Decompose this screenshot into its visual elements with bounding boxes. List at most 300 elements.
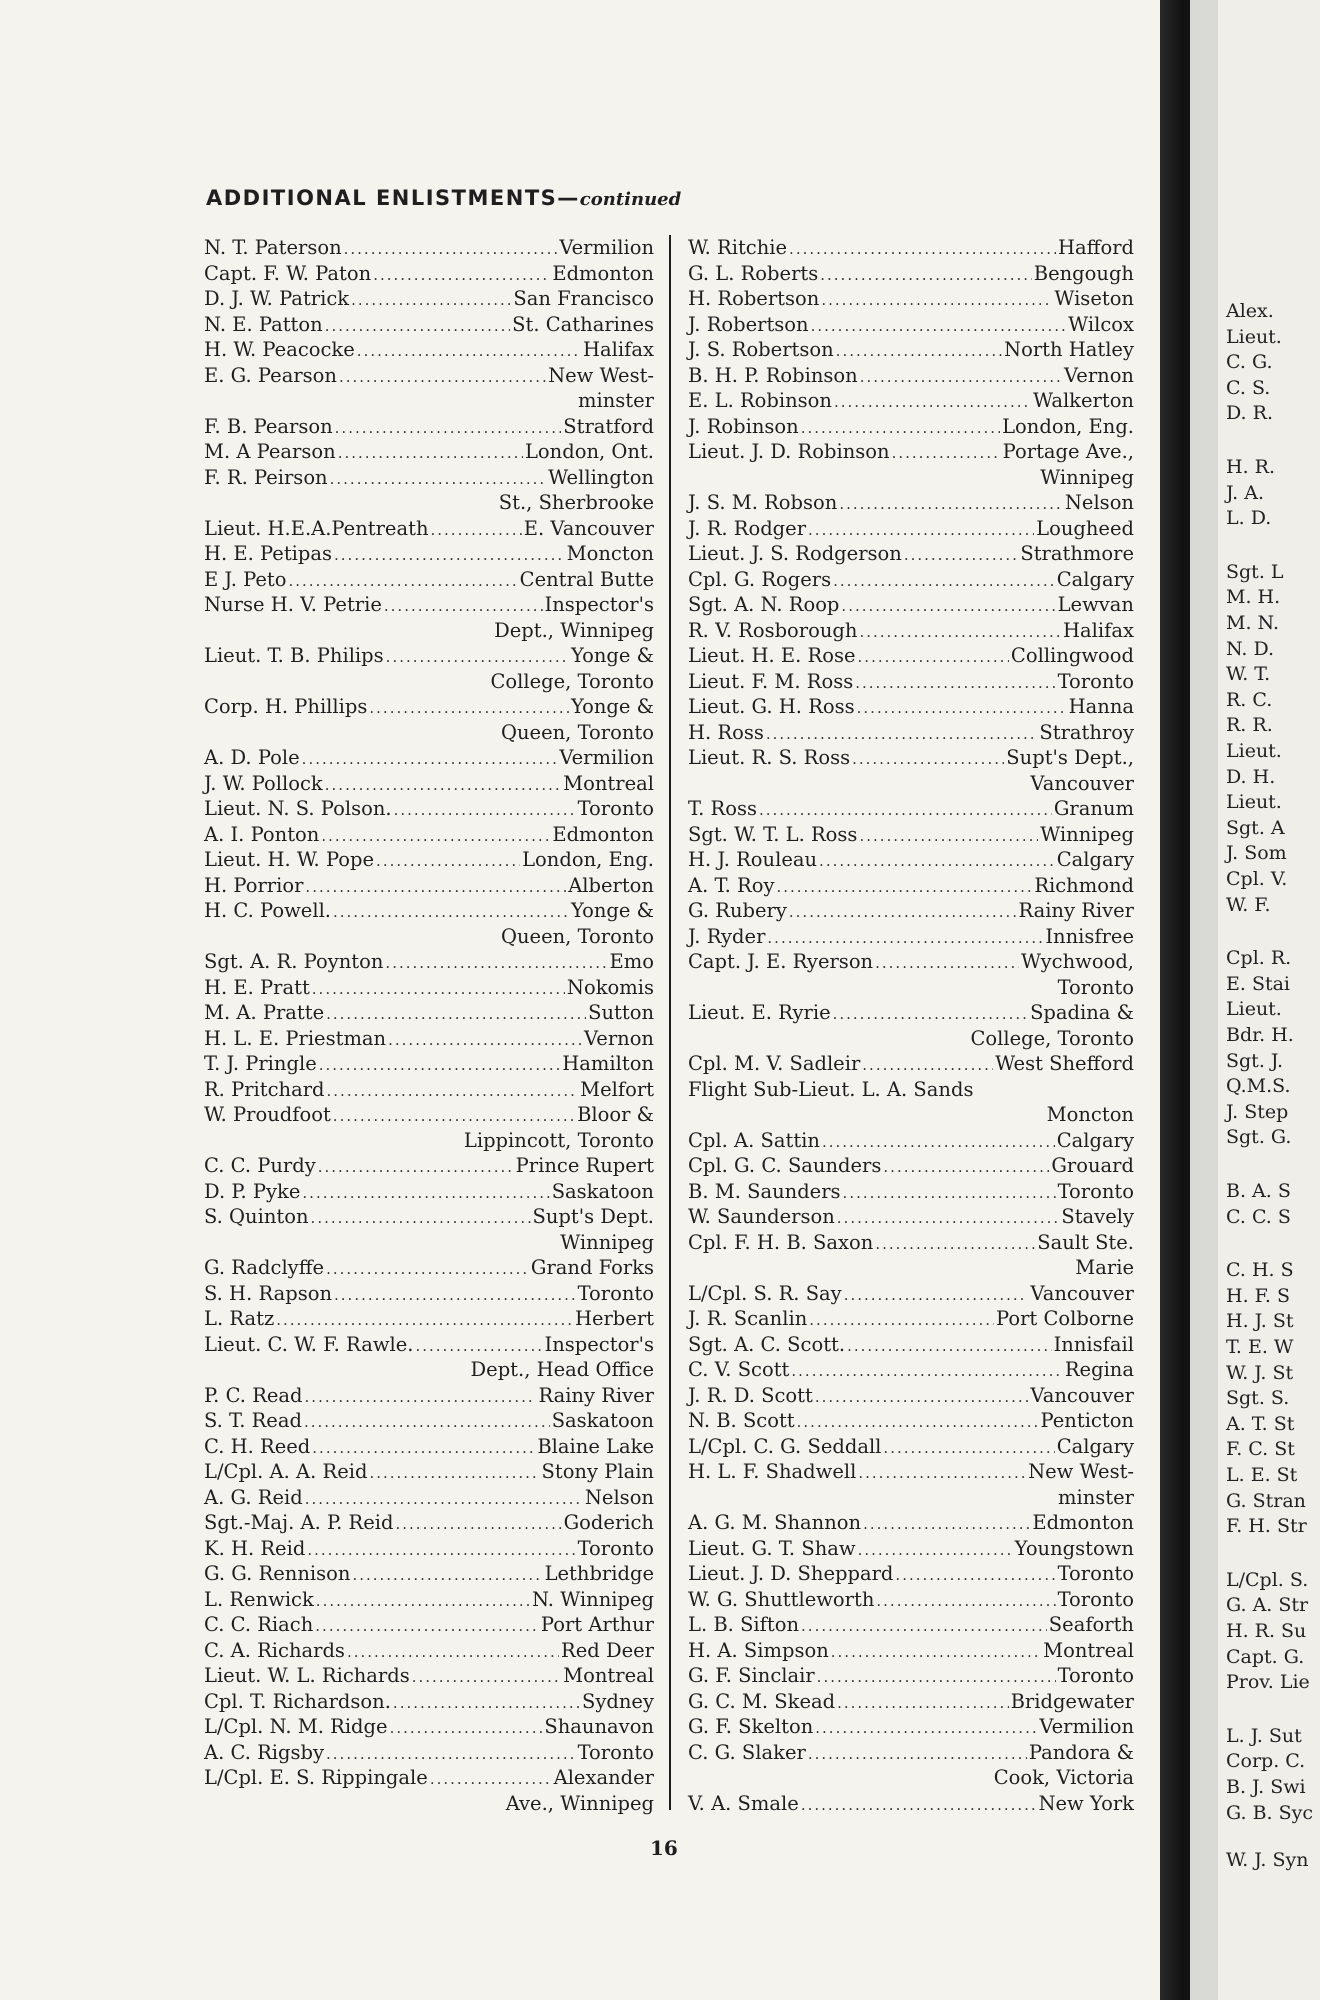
leader-dots	[875, 1232, 1035, 1258]
entry-location: Lethbridge	[544, 1562, 654, 1585]
entry-name: Cpl. M. V. Sadleir	[688, 1052, 861, 1075]
leader-dots	[821, 288, 1052, 314]
leader-dots	[844, 1283, 1029, 1309]
leader-dots	[321, 824, 550, 850]
entry-row	[688, 643, 1134, 669]
entry-location: Halifax	[1063, 618, 1134, 642]
entry-row	[204, 1077, 654, 1103]
leader-dots	[347, 1640, 559, 1666]
leader-dots	[857, 696, 1067, 722]
list-item	[204, 1051, 654, 1077]
entry-row	[688, 1689, 1134, 1715]
list-item	[688, 1281, 1134, 1307]
entry-row	[204, 822, 654, 848]
leader-dots	[883, 1155, 1049, 1181]
adjacent-page-text: Q.M.S.	[1226, 1075, 1291, 1098]
leader-dots	[325, 314, 510, 340]
entry-row	[204, 516, 654, 542]
entry-row	[204, 541, 654, 567]
entry-location: Spadina &	[1030, 1001, 1134, 1024]
entry-location: Shaunavon	[544, 1715, 654, 1738]
entry-location: Nokomis	[566, 975, 654, 999]
adjacent-page-text: R. R.	[1226, 714, 1273, 737]
entry-location: Halifax	[583, 338, 654, 361]
list-item	[688, 286, 1134, 312]
adjacent-page-text: R. C.	[1226, 688, 1273, 711]
adjacent-page-text: Bdr. H.	[1226, 1024, 1294, 1046]
entry-row	[688, 1000, 1134, 1026]
entry-row	[204, 1051, 654, 1077]
entry-location: Strathmore	[1020, 542, 1134, 565]
entry-location: Calgary	[1056, 1434, 1134, 1458]
entry-location: Vernon	[1063, 363, 1134, 387]
entry-location: Moncton	[566, 542, 654, 565]
list-item	[688, 414, 1134, 440]
entry-name: H. E. Pratt	[204, 975, 310, 999]
entry-name: A. C. Rigsby	[204, 1740, 325, 1764]
adjacent-page-text: Lieut.	[1226, 740, 1282, 762]
entry-name: J. Ryder	[688, 924, 766, 948]
entry-name: J. Robertson	[688, 312, 809, 336]
entry-location: Innisfree	[1045, 924, 1134, 948]
entry-name: S. H. Rapson	[204, 1281, 333, 1305]
entry-name: T. Ross	[688, 797, 757, 820]
list-item	[204, 1638, 654, 1664]
entry-name: D. J. W. Patrick	[204, 287, 350, 310]
entry-location: Prince Rupert	[515, 1154, 654, 1177]
adjacent-page-text: G. A. Str	[1226, 1594, 1309, 1617]
entry-name: Lieut. G. T. Shaw	[688, 1536, 856, 1560]
list-item	[688, 1561, 1134, 1587]
leader-dots	[858, 1538, 1013, 1564]
list-item	[204, 898, 654, 949]
page-heading	[206, 186, 976, 220]
entry-location: San Francisco	[513, 287, 654, 310]
entry-location-continued: Toronto	[1057, 975, 1134, 999]
list-item	[204, 1281, 654, 1307]
adjacent-page-text: M. H.	[1226, 586, 1281, 609]
entry-name: Sgt. W. T. L. Ross	[688, 822, 858, 846]
entry-location: Wilcox	[1068, 312, 1134, 336]
adjacent-page-text: T. E. W	[1226, 1336, 1294, 1358]
entry-row	[688, 1383, 1134, 1409]
leader-dots	[815, 1385, 1029, 1411]
leader-dots	[334, 543, 565, 569]
list-item	[204, 337, 654, 363]
leader-dots	[388, 1028, 582, 1054]
adjacent-page-text: B. J. Swi	[1226, 1776, 1306, 1798]
entry-name: G. C. M. Skead	[688, 1689, 836, 1713]
entry-row	[204, 1587, 654, 1613]
entry-name: J. R. D. Scott	[688, 1383, 813, 1407]
leader-dots	[809, 1308, 994, 1334]
list-item	[204, 1536, 654, 1562]
entry-row	[688, 669, 1134, 695]
list-item	[688, 694, 1134, 720]
entry-name: W. Proudfoot	[204, 1103, 331, 1126]
entry-name: Sgt. A. C. Scott.	[688, 1332, 846, 1356]
entry-row	[204, 1383, 654, 1409]
entry-row	[204, 1000, 654, 1026]
entry-name: Lieut. G. H. Ross	[688, 695, 855, 718]
entry-name: Lieut. H.E.A.Pentreath	[204, 516, 429, 540]
list-item	[204, 1000, 654, 1026]
list-item	[688, 924, 1134, 950]
leader-dots	[815, 1716, 1037, 1742]
leader-dots	[819, 849, 1055, 875]
entry-row	[688, 1536, 1134, 1562]
leader-dots	[305, 875, 566, 901]
leader-dots	[373, 263, 550, 289]
adjacent-page-text: F. H. Str	[1226, 1515, 1307, 1538]
entry-location: New York	[1038, 1791, 1134, 1815]
entry-row	[688, 541, 1134, 567]
entry-row	[688, 414, 1134, 440]
entry-location: Nelson	[584, 1485, 654, 1509]
entry-row	[204, 1153, 654, 1179]
entry-name: H. Porrior	[204, 873, 304, 897]
entry-row	[688, 618, 1134, 644]
list-item	[688, 490, 1134, 516]
entry-name: Capt. J. E. Ryerson	[688, 950, 874, 973]
entry-name: Lieut. J. S. Rodgerson	[688, 542, 902, 565]
list-item	[688, 439, 1134, 490]
heading-text: ADDITIONAL ENLISTMENTS—	[206, 186, 580, 210]
entry-location: Regina	[1064, 1358, 1134, 1381]
entry-row	[688, 516, 1134, 542]
leader-dots	[339, 365, 546, 391]
list-item	[688, 847, 1134, 873]
leader-dots	[791, 1359, 1062, 1385]
list-item	[688, 1153, 1134, 1179]
entry-row	[204, 1638, 654, 1664]
entry-row	[688, 694, 1134, 720]
list-item	[204, 1434, 654, 1460]
adjacent-page-text: Alex.	[1226, 300, 1274, 322]
entry-name: H. Ross	[688, 720, 764, 744]
leader-dots	[859, 620, 1061, 646]
list-item	[688, 745, 1134, 796]
entry-row	[688, 949, 1134, 975]
entry-name: Lieut. F. M. Ross	[688, 669, 854, 693]
entry-name: H. C. Powell.	[204, 899, 331, 922]
entry-name: J. R. Scanlin	[688, 1307, 808, 1330]
entry-row	[688, 873, 1134, 899]
entry-name: B. M. Saunders	[688, 1179, 841, 1203]
list-item	[688, 235, 1134, 261]
entry-name: Lieut. N. S. Polson.	[204, 797, 392, 820]
entry-name: L/Cpl. A. A. Reid	[204, 1460, 368, 1483]
entry-row	[688, 1714, 1134, 1740]
entry-location: Yonge &	[570, 899, 654, 922]
list-item	[688, 1306, 1134, 1332]
adjacent-page-text: L. D.	[1226, 507, 1272, 530]
leader-dots	[315, 1614, 539, 1640]
entry-location: Vermilion	[559, 746, 654, 769]
entry-location: Central Butte	[519, 567, 654, 591]
leader-dots	[822, 1130, 1055, 1156]
list-item	[204, 363, 654, 414]
adjacent-page-text: D. H.	[1226, 765, 1276, 788]
entry-location: St. Catharines	[512, 312, 654, 336]
entry-row	[688, 720, 1134, 746]
leader-dots	[333, 900, 569, 926]
entry-location-continued: Queen, Toronto	[500, 924, 654, 948]
list-item	[204, 643, 654, 694]
entry-location: Pandora &	[1028, 1740, 1134, 1764]
list-item	[204, 465, 654, 516]
entry-name: L/Cpl. C. G. Seddall	[688, 1434, 882, 1458]
list-item	[204, 1663, 654, 1689]
adjacent-page-text: Lieut.	[1226, 998, 1282, 1021]
entry-row	[204, 1459, 654, 1485]
adjacent-page-text: E. Stai	[1226, 972, 1291, 995]
entry-name: Corp. H. Phillips	[204, 695, 368, 718]
entry-name: R. V. Rosborough	[688, 618, 858, 642]
list-item	[204, 745, 654, 771]
leader-dots	[312, 1436, 535, 1462]
entry-location: Sault Ste.	[1037, 1230, 1134, 1254]
entry-name: H. E. Petipas	[204, 542, 333, 565]
entry-name: L. B. Sifton	[688, 1613, 800, 1636]
entry-name: R. Pritchard	[204, 1077, 325, 1101]
entry-row	[204, 235, 654, 261]
adjacent-page-text: H. R. Su	[1226, 1620, 1307, 1642]
entry-location: Wellington	[548, 465, 654, 489]
leader-dots	[776, 875, 1032, 901]
list-item	[204, 312, 654, 338]
entry-location: Alexander	[553, 1766, 654, 1789]
leader-dots	[876, 1589, 1055, 1615]
page-number: 16	[650, 1836, 678, 1860]
entry-name: E. L. Robinson	[688, 389, 832, 412]
entry-name: H. Robertson	[688, 287, 820, 310]
entry-location: Edmonton	[552, 261, 654, 285]
list-item	[204, 1026, 654, 1052]
list-item	[204, 1485, 654, 1511]
entry-row	[204, 567, 654, 593]
entry-location: North Hatley	[1004, 338, 1134, 361]
entry-location: West Shefford	[995, 1052, 1134, 1075]
entry-row	[688, 1051, 1134, 1077]
entry-row	[688, 363, 1134, 389]
entry-name: Lieut. W. L. Richards	[204, 1664, 410, 1687]
adjacent-page-text: W. J. Syn	[1226, 1849, 1309, 1872]
entry-location: Youngstown	[1014, 1536, 1134, 1560]
leader-dots	[883, 1436, 1054, 1462]
entry-row	[688, 1561, 1134, 1587]
entry-location: Penticton	[1040, 1409, 1134, 1432]
entry-name: Lieut. E. Ryrie	[688, 1001, 831, 1024]
adjacent-page-text: Capt. G.	[1226, 1645, 1305, 1668]
entry-row	[688, 1230, 1134, 1256]
entry-name: E J. Peto	[204, 567, 287, 591]
entry-name: Lieut. C. W. F. Rawle.	[204, 1332, 414, 1356]
list-item	[688, 363, 1134, 389]
leader-dots	[834, 390, 1031, 416]
leader-dots	[811, 314, 1067, 340]
entry-location: Seaforth	[1048, 1613, 1134, 1636]
entry-row	[204, 643, 654, 669]
list-item	[204, 1153, 654, 1179]
entry-location: Portage Ave.,	[1002, 440, 1134, 463]
leader-dots	[335, 416, 562, 442]
list-item	[204, 847, 654, 873]
entry-name: A. T. Roy	[688, 873, 775, 897]
entry-location: Vermilion	[1039, 1715, 1134, 1738]
entry-name: F. B. Pearson	[204, 414, 333, 438]
entry-name: Sgt. A. N. Roop	[688, 593, 840, 616]
leader-dots	[302, 1181, 549, 1207]
entry-name: B. H. P. Robinson	[688, 363, 858, 387]
entry-row	[688, 1077, 1134, 1103]
list-item	[204, 235, 654, 261]
entry-name: F. R. Peirson	[204, 465, 328, 489]
leader-dots	[319, 1053, 561, 1079]
list-item	[204, 1689, 654, 1715]
entry-location: Stony Plain	[541, 1460, 654, 1483]
adjacent-page-text: Sgt. G.	[1226, 1126, 1292, 1149]
entry-location: Toronto	[577, 1281, 654, 1305]
list-item	[688, 643, 1134, 669]
list-item	[204, 1510, 654, 1536]
entry-location-continued: Dept., Head Office	[470, 1358, 654, 1381]
entry-name: J. S. Robertson	[688, 338, 834, 361]
entry-location: Walkerton	[1032, 389, 1134, 412]
entry-name: H. W. Peacocke	[204, 338, 355, 361]
right-column	[688, 235, 1134, 1816]
entry-row	[688, 1510, 1134, 1536]
entry-name: G. Rubery	[688, 899, 787, 922]
adjacent-page-text: Cpl. R.	[1226, 947, 1292, 970]
entry-location: Stratford	[563, 414, 654, 438]
entry-row	[688, 1204, 1134, 1230]
entry-location: Toronto	[1057, 1562, 1134, 1585]
entry-location: Montreal	[563, 1664, 654, 1687]
entry-row	[204, 1281, 654, 1307]
entry-row	[204, 337, 654, 363]
entry-row	[688, 592, 1134, 618]
leader-dots	[808, 1742, 1027, 1768]
entry-name: W. Ritchie	[688, 236, 788, 259]
entry-row	[688, 1791, 1134, 1817]
list-item	[204, 1306, 654, 1332]
leader-dots	[311, 1206, 531, 1232]
adjacent-page-text: Corp. C.	[1226, 1750, 1306, 1773]
entry-location-continued: minster	[1058, 1485, 1134, 1509]
leader-dots	[801, 1614, 1047, 1640]
adjacent-page-text: Lieut.	[1226, 325, 1282, 348]
adjacent-page-text: D. R.	[1226, 402, 1273, 425]
leader-dots	[369, 696, 569, 722]
list-item	[204, 949, 654, 975]
list-item	[204, 516, 654, 542]
entry-location: Calgary	[1056, 567, 1134, 591]
list-item	[688, 1357, 1134, 1383]
entry-name: H. L. E. Priestman	[204, 1026, 387, 1050]
leader-dots	[904, 543, 1019, 569]
leader-dots	[801, 416, 1000, 442]
entry-location: Nelson	[1064, 491, 1134, 514]
entry-row	[688, 822, 1134, 848]
entry-location: Red Deer	[561, 1638, 654, 1662]
leader-dots	[797, 1410, 1039, 1436]
leader-dots	[837, 1206, 1060, 1232]
list-item	[204, 1714, 654, 1740]
adjacent-page-text: M. N.	[1226, 612, 1279, 634]
entry-name: W. G. Shuttleworth	[688, 1587, 875, 1611]
list-item	[204, 1204, 654, 1255]
book-gutter	[1160, 0, 1190, 2000]
leader-dots	[344, 237, 558, 263]
entry-location: Calgary	[1056, 1128, 1134, 1152]
entry-row	[204, 1485, 654, 1511]
leader-dots	[862, 1053, 993, 1079]
heading-continued: continued	[579, 189, 682, 210]
list-item	[688, 1332, 1134, 1358]
leader-dots	[841, 594, 1055, 620]
entry-location: Saskatoon	[551, 1409, 654, 1432]
leader-dots	[860, 365, 1062, 391]
list-item	[688, 822, 1134, 848]
leader-dots	[839, 492, 1063, 518]
entry-row	[688, 1179, 1134, 1205]
entry-row	[204, 1306, 654, 1332]
leader-dots	[326, 1002, 586, 1028]
entry-row	[688, 1332, 1134, 1358]
entry-name: W. Saunderson	[688, 1205, 835, 1228]
leader-dots	[833, 1002, 1028, 1028]
entry-location: Melfort	[580, 1077, 654, 1101]
entry-row	[688, 439, 1134, 465]
adjacent-page-text: Lieut.	[1226, 791, 1282, 814]
list-item	[688, 873, 1134, 899]
entry-row	[688, 1306, 1134, 1332]
adjacent-page-text: L/Cpl. S.	[1226, 1568, 1309, 1591]
entry-row	[204, 1536, 654, 1562]
entry-name: Cpl. A. Sattin	[688, 1128, 820, 1152]
list-item	[688, 1638, 1134, 1664]
adjacent-page-text: L. J. Sut	[1226, 1724, 1302, 1747]
entry-name: C. H. Reed	[204, 1434, 311, 1458]
list-item	[204, 567, 654, 593]
list-item	[204, 771, 654, 797]
entry-location: Hanna	[1068, 695, 1134, 718]
entry-location-continued: Dept., Winnipeg	[494, 618, 654, 642]
adjacent-page-text: C. C. S	[1226, 1205, 1291, 1228]
entry-row	[204, 1663, 654, 1689]
entry-location: N. Winnipeg	[531, 1587, 654, 1611]
list-item	[688, 1408, 1134, 1434]
leader-dots	[415, 1334, 542, 1360]
list-item	[688, 1714, 1134, 1740]
entry-row	[688, 490, 1134, 516]
leader-dots	[789, 237, 1056, 263]
list-item	[688, 1077, 1134, 1128]
entry-location: Calgary	[1056, 848, 1134, 871]
leader-dots	[833, 569, 1055, 595]
entry-name: C. C. Purdy	[204, 1154, 316, 1177]
entry-row	[688, 1663, 1134, 1689]
entry-location: Bengough	[1033, 261, 1134, 285]
entry-row	[688, 337, 1134, 363]
list-item	[688, 261, 1134, 287]
leader-dots	[351, 288, 511, 314]
list-item	[204, 796, 654, 822]
entry-name: A. D. Pole	[204, 746, 300, 769]
entry-row	[688, 924, 1134, 950]
entry-row	[688, 796, 1134, 822]
